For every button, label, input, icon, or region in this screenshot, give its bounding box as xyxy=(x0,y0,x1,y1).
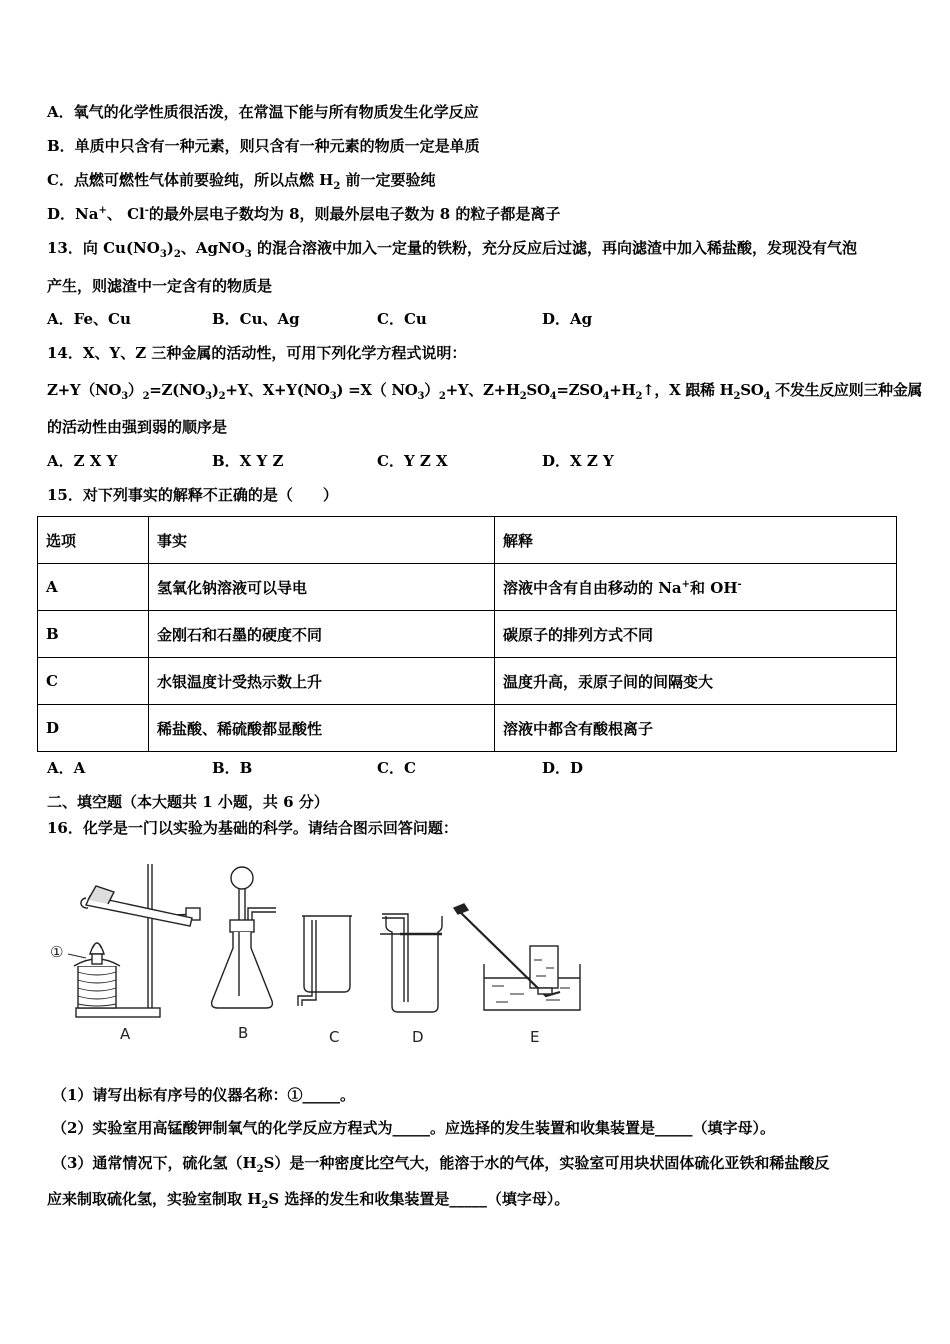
q16-sub3-line1: （3）通常情况下，硫化氢$(H_2S)$是一种密度比空气大，能溶于水的气体，实验室可用块状固体硫化亚铁和稀盐酸反 xyxy=(52,1154,830,1175)
table-cell-option: A xyxy=(38,564,149,611)
table-cell-option: D xyxy=(38,705,149,752)
apparatus-d-diagram xyxy=(380,914,442,1012)
q14-option-c: C．Y Z X xyxy=(377,452,448,470)
table-row xyxy=(38,564,897,611)
figure-label-d: D xyxy=(412,1028,424,1046)
table-cell-fact: 稀盐酸、稀硫酸都显酸性 xyxy=(149,705,495,752)
table-row xyxy=(38,611,897,658)
table-cell-explanation: 温度升高，汞原子间的间隔变大 xyxy=(495,658,897,705)
q15-option-a: A．A xyxy=(47,759,86,777)
q16-sub1: （1）请写出标有序号的仪器名称：①_____。 xyxy=(52,1086,355,1104)
q16-stem: 16．化学是一门以实验为基础的科学。请结合图示回答问题： xyxy=(47,819,458,837)
q13-stem-line2: 产生，则滤渣中一定含有的物质是 xyxy=(47,277,273,295)
q13-option-b: B．Cu、Ag xyxy=(212,310,300,328)
table-cell-option: B xyxy=(38,611,149,658)
q14-option-d: D．X Z Y xyxy=(542,452,614,470)
q12-option-b: B．单质中只含有一种元素，则只含有一种元素的物质一定是单质 xyxy=(47,137,480,155)
table-header-cell: 解释 xyxy=(495,517,897,564)
q15-option-d: D．D xyxy=(542,759,584,777)
table-cell-fact: 氢氧化钠溶液可以导电 xyxy=(149,564,495,611)
q13-option-d: D．Ag xyxy=(542,310,593,328)
q16-sub2: （2）实验室用高锰酸钾制氧气的化学反应方程式为_____。应选择的发生装置和收集装置是_____（填字母）。 xyxy=(52,1119,775,1137)
q14-stem-line1: 14．X、Y、Z 三种金属的活动性，可用下列化学方程式说明： xyxy=(47,344,467,362)
q12-option-d: D．Na+、 Cl-的最外层电子数均为 8，则最外层电子数为 8 的粒子都是离子 xyxy=(47,205,561,223)
table-row xyxy=(38,658,897,705)
q15-options xyxy=(47,758,747,778)
q13-option-a: A．Fe、Cu xyxy=(47,310,131,328)
q14-equations: $Z+Y(NO_3)_2=Z(NO_3)_2+Y$、$X+Y(NO_3) =X$（ $NO_3)_2+Y$、$Z+H_2SO_4=ZSO_4+H_2↑$，X 跟稀 $H_2SO_4$ 不发生反应则三种金属 xyxy=(47,381,923,402)
q15-option-c: C．C xyxy=(377,759,416,777)
apparatus-a-diagram xyxy=(68,864,200,1017)
figure-label-c: C xyxy=(329,1028,340,1046)
table-cell-explanation: 碳原子的排列方式不同 xyxy=(495,611,897,658)
apparatus-e-diagram xyxy=(454,904,580,1010)
table-row xyxy=(38,705,897,752)
marker-circled-one: ① xyxy=(50,943,64,961)
figure-label-b: B xyxy=(238,1024,249,1042)
table-header-cell: 选项 xyxy=(38,517,149,564)
q14-option-b: B．X Y Z xyxy=(212,452,284,470)
q15-option-b: B．B xyxy=(212,759,253,777)
section-heading: 二、填空题（本大题共 1 小题，共 6 分） xyxy=(47,793,329,811)
table-cell-explanation: 溶液中含有自由移动的 Na+和 OH- xyxy=(495,564,897,611)
figure-label-e: E xyxy=(530,1028,540,1046)
q14-option-a: A．Z X Y xyxy=(47,452,118,470)
figure-label-a: A xyxy=(120,1025,131,1043)
apparatus-figure xyxy=(40,856,600,1051)
table-cell-fact: 金刚石和石墨的硬度不同 xyxy=(149,611,495,658)
table-header-row xyxy=(38,517,897,564)
q16-sub3-line2: 应来制取硫化氢，实验室制取 $H_2S$ 选择的发生和收集装置是_____（填字母）。 xyxy=(47,1190,570,1211)
q13-option-c: C．Cu xyxy=(377,310,427,328)
table-cell-option: C xyxy=(38,658,149,705)
q14-stem-line3: 的活动性由强到弱的顺序是 xyxy=(47,418,228,436)
q13-options xyxy=(47,309,747,329)
q14-options xyxy=(47,451,747,471)
q13-stem-line1: 13．向 $Cu(NO_3)_2$、AgNO$_3$ 的混合溶液中加入一定量的铁粉，充分反应后过滤，再向滤渣中加入稀盐酸，发现没有气泡 xyxy=(47,239,857,260)
apparatus-b-diagram xyxy=(212,867,276,1008)
q12-option-c: C．点燃可燃性气体前要验纯，所以点燃 $H_2$ 前一定要验纯 xyxy=(47,171,436,192)
q15-stem: 15．对下列事实的解释不正确的是（ ） xyxy=(47,486,338,504)
table-header-cell: 事实 xyxy=(149,517,495,564)
table-cell-explanation: 溶液中都含有酸根离子 xyxy=(495,705,897,752)
apparatus-c-diagram xyxy=(298,916,352,1006)
table-cell-fact: 水银温度计受热示数上升 xyxy=(149,658,495,705)
q12-option-a: A．氧气的化学性质很活泼，在常温下能与所有物质发生化学反应 xyxy=(47,103,479,121)
q15-table xyxy=(37,516,897,752)
